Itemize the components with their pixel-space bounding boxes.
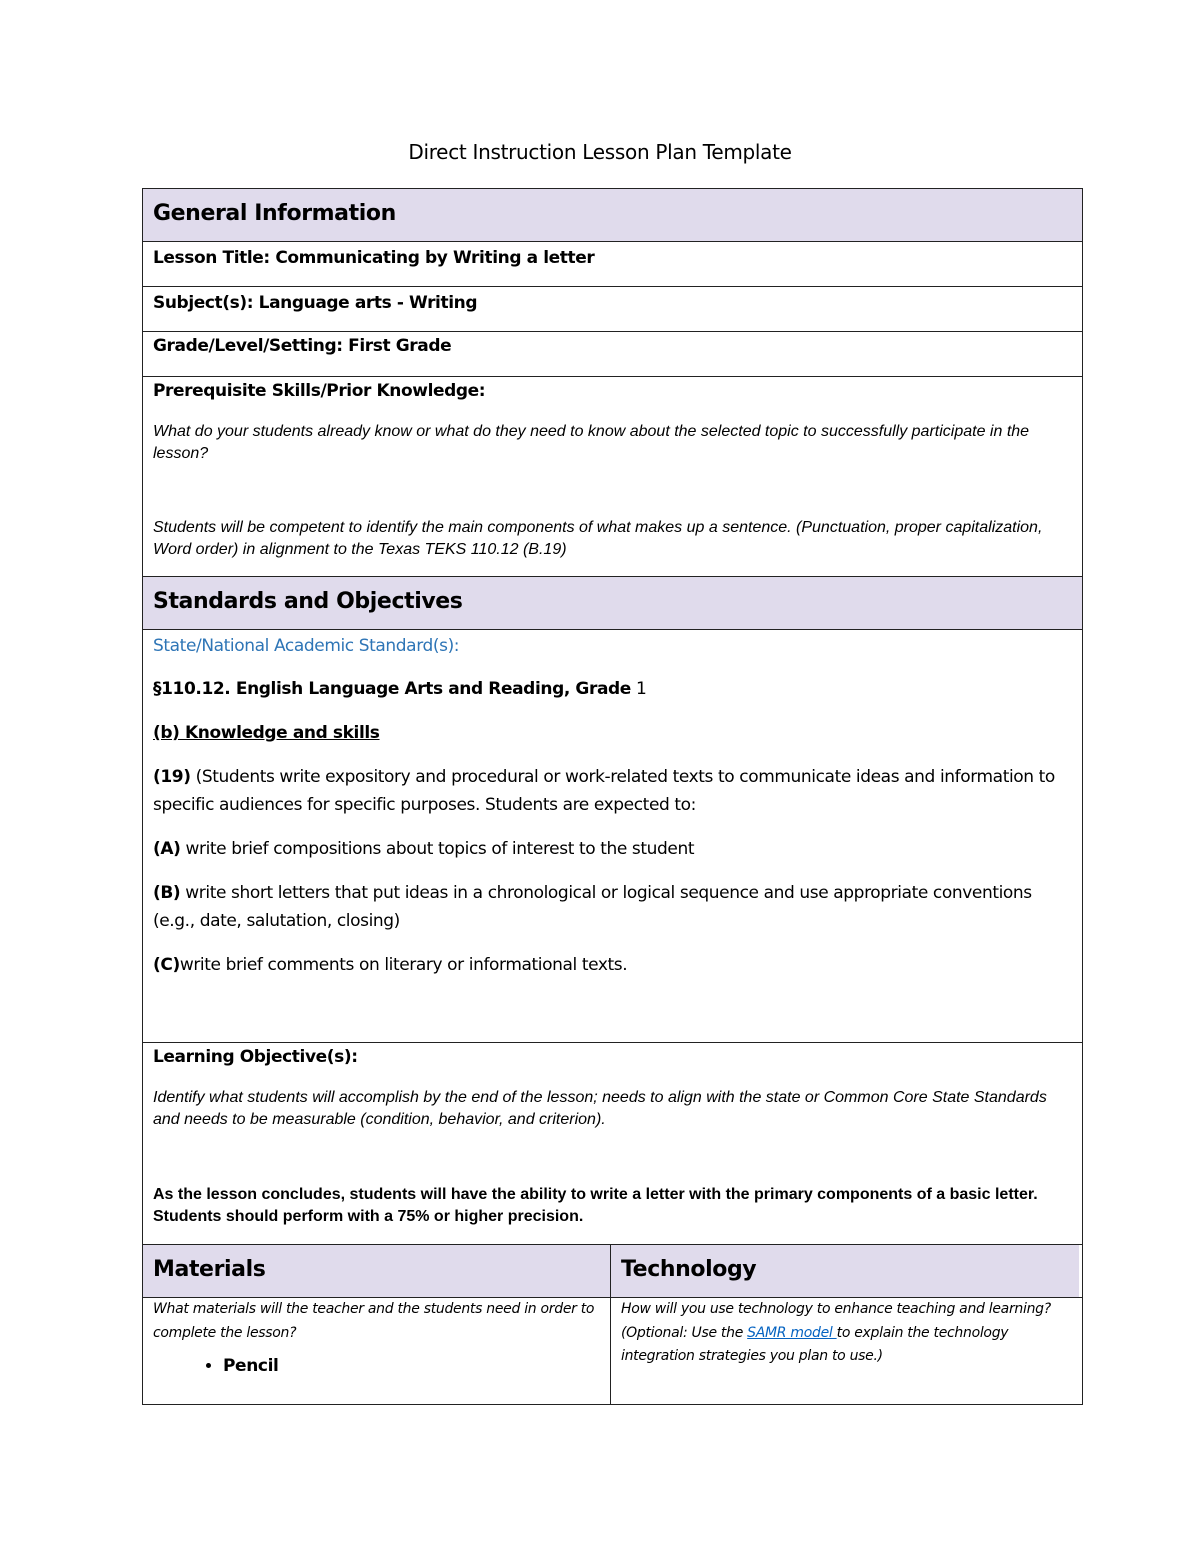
materials-technology-header-row xyxy=(143,1245,1082,1298)
item-a-text: write brief compositions about topics of interest to the student xyxy=(180,839,695,859)
grade-level-setting: Grade/Level/Setting: First Grade xyxy=(153,336,452,356)
materials-header-text: Materials xyxy=(153,1257,266,1282)
prerequisite-prompt: What do your students already know or what do they need to know about the selected topic to successfully participate in the lesson? xyxy=(153,423,1030,462)
lesson-title: Lesson Title: Communicating by Writing a letter xyxy=(153,248,595,268)
standard-item-19 xyxy=(153,763,1072,819)
materials-list xyxy=(153,1351,600,1381)
subjects-row xyxy=(143,287,1082,332)
standard-item-a xyxy=(153,835,1072,863)
standard-item-b xyxy=(153,879,1072,935)
standard-code-title-text: §110.12. English Language Arts and Reading, Grade xyxy=(153,679,631,699)
technology-prompt-end: to explain the technology integration strategies you plan to use.) xyxy=(621,1324,1009,1364)
learning-objectives-answer: As the lesson concludes, students will have the ability to write a letter with the primary components of a basic letter. Students should perform with a 75% or higher precision. xyxy=(153,1186,1038,1225)
prerequisite-row xyxy=(143,377,1082,577)
learning-objectives-label: Learning Objective(s): xyxy=(153,1047,358,1067)
materials-prompt: What materials will the teacher and the students need in order to complete the lesson? xyxy=(153,1301,595,1341)
lesson-plan-table xyxy=(142,188,1083,1405)
standards-row xyxy=(143,632,1082,1043)
subjects: Subject(s): Language arts - Writing xyxy=(153,293,478,313)
knowledge-and-skills: (b) Knowledge and skills xyxy=(153,723,380,743)
technology-prompt xyxy=(621,1298,1069,1369)
materials-technology-content-row xyxy=(143,1298,1082,1405)
lesson-title-row xyxy=(143,242,1082,287)
item-b-label: (B) xyxy=(153,883,181,903)
grade-row xyxy=(143,332,1082,377)
prerequisite-label: Prerequisite Skills/Prior Knowledge: xyxy=(153,381,486,401)
materials-cell xyxy=(143,1298,611,1404)
item-b-text: write short letters that put ideas in a chronological or logical sequence and use appropriate conventions (e.g., date, salutation, closing) xyxy=(153,883,1032,931)
learning-objectives-row xyxy=(143,1043,1082,1245)
technology-cell xyxy=(611,1298,1079,1404)
document-title: Direct Instruction Lesson Plan Template xyxy=(408,140,792,164)
technology-prompt-start: How will you use technology to enhance teaching and learning? (Optional: Use the xyxy=(621,1301,1051,1341)
standards-objectives-header xyxy=(143,577,1082,630)
prerequisite-answer: Students will be competent to identify the main components of what makes up a sentence. (Punctuation, proper capitalization, Word order) in alignment to the Texas TEKS 110.12 (B.19) xyxy=(153,519,1043,558)
materials-item: • Pencil xyxy=(223,1351,600,1381)
materials-header xyxy=(143,1245,611,1297)
item-a-label: (A) xyxy=(153,839,181,859)
item-19-text: (Students write expository and procedural or work-related texts to communicate ideas and information to specific audiences for specific purposes. Students are expected to: xyxy=(153,767,1055,815)
standard-code-title xyxy=(153,675,1072,703)
item-19-label: (19) xyxy=(153,767,191,787)
standard-item-c xyxy=(153,951,1072,979)
general-information-header xyxy=(143,189,1082,242)
technology-header-text: Technology xyxy=(621,1257,757,1282)
general-information-header-text: General Information xyxy=(153,201,396,226)
state-standard-label: State/National Academic Standard(s): xyxy=(153,636,460,656)
standard-code-grade: 1 xyxy=(630,679,647,699)
item-c-text: write brief comments on literary or informational texts. xyxy=(179,955,628,975)
standards-objectives-header-text: Standards and Objectives xyxy=(153,589,463,614)
technology-header xyxy=(611,1245,1079,1297)
learning-objectives-prompt: Identify what students will accomplish by the end of the lesson; needs to align with the state or Common Core State Standards and needs to be measurable (condition, behavior, and criterion). xyxy=(153,1089,1047,1128)
item-c-label: (C) xyxy=(153,955,180,975)
samr-model-link[interactable]: SAMR model xyxy=(747,1324,837,1341)
